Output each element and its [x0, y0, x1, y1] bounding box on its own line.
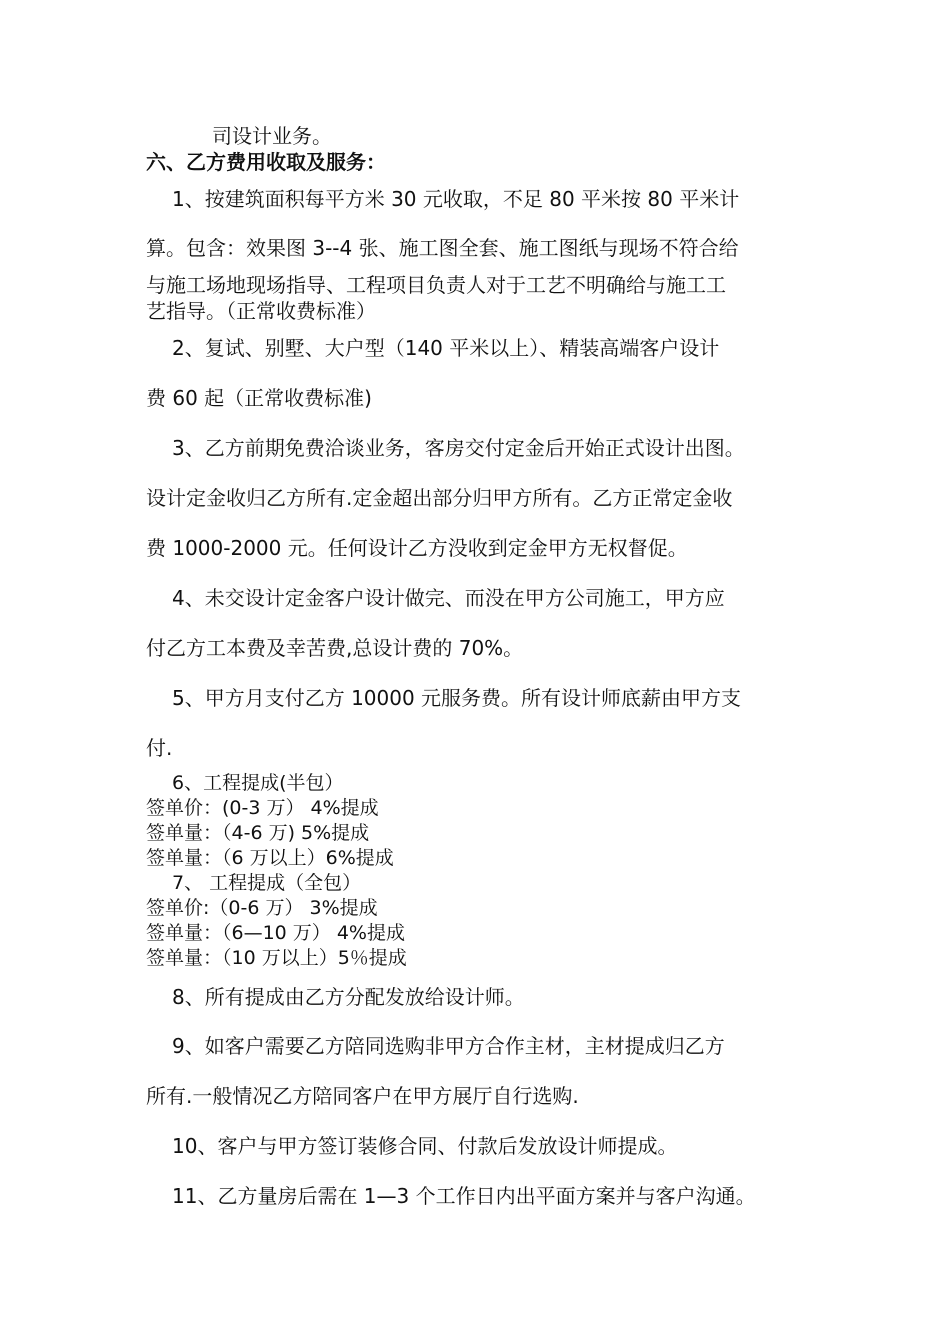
text-line: 签单量：（6 万以上）6%提成 [146, 847, 394, 869]
text-line: 4、未交设计定金客户设计做完、而没在甲方公司施工，甲方应 [172, 586, 725, 610]
text-line: 6、工程提成(半包） [172, 772, 344, 794]
text-line: 费 60 起（正常收费标准) [146, 386, 372, 410]
text-line: 1、按建筑面积每平方米 30 元收取，不足 80 平米按 80 平米计 [172, 187, 740, 211]
text-line: 艺指导。（正常收费标准） [146, 299, 376, 323]
text-line: 7、 工程提成（全包） [172, 872, 362, 894]
text-line: 设计定金收归乙方所有.定金超出部分归甲方所有。乙方正常定金收 [146, 486, 733, 510]
text-line: 11、乙方量房后需在 1—3 个工作日内出平面方案并与客户沟通。 [172, 1184, 756, 1208]
text-line: 9、如客户需要乙方陪同选购非甲方合作主材，主材提成归乙方 [172, 1034, 725, 1058]
text-line: 签单量：（10 万以上）5％提成 [146, 947, 407, 969]
text-line: 签单价：(0-3 万） 4%提成 [146, 797, 379, 819]
text-line: 2、复试、别墅、大户型（140 平米以上）、精装高端客户设计 [172, 336, 720, 360]
text-line: 签单量：（4-6 万) 5%提成 [146, 822, 370, 844]
text-line: 3、乙方前期免费洽谈业务，客房交付定金后开始正式设计出图。 [172, 436, 745, 460]
text-line: 算。包含：效果图 3--4 张、施工图全套、施工图纸与现场不符合给 [146, 236, 739, 260]
text-line: 司设计业务。 [212, 124, 332, 148]
text-line: 5、甲方月支付乙方 10000 元服务费。所有设计师底薪由甲方支 [172, 686, 742, 710]
section-heading: 六、乙方费用收取及服务： [146, 150, 386, 174]
text-line: 所有.一般情况乙方陪同客户在甲方展厅自行选购. [146, 1084, 579, 1108]
text-line: 签单价:（0-6 万） 3%提成 [146, 897, 378, 919]
text-line: 付. [146, 736, 173, 760]
text-line: 10、客户与甲方签订装修合同、付款后发放设计师提成。 [172, 1134, 678, 1158]
text-line: 付乙方工本费及幸苦费,总设计费的 70%。 [146, 636, 524, 660]
text-line: 与施工场地现场指导、工程项目负责人对于工艺不明确给与施工工 [146, 273, 726, 297]
text-line: 费 1000-2000 元。任何设计乙方没收到定金甲方无权督促。 [146, 536, 688, 560]
text-line: 签单量：（6—10 万） 4%提成 [146, 922, 405, 944]
text-line: 8、所有提成由乙方分配发放给设计师。 [172, 985, 525, 1009]
